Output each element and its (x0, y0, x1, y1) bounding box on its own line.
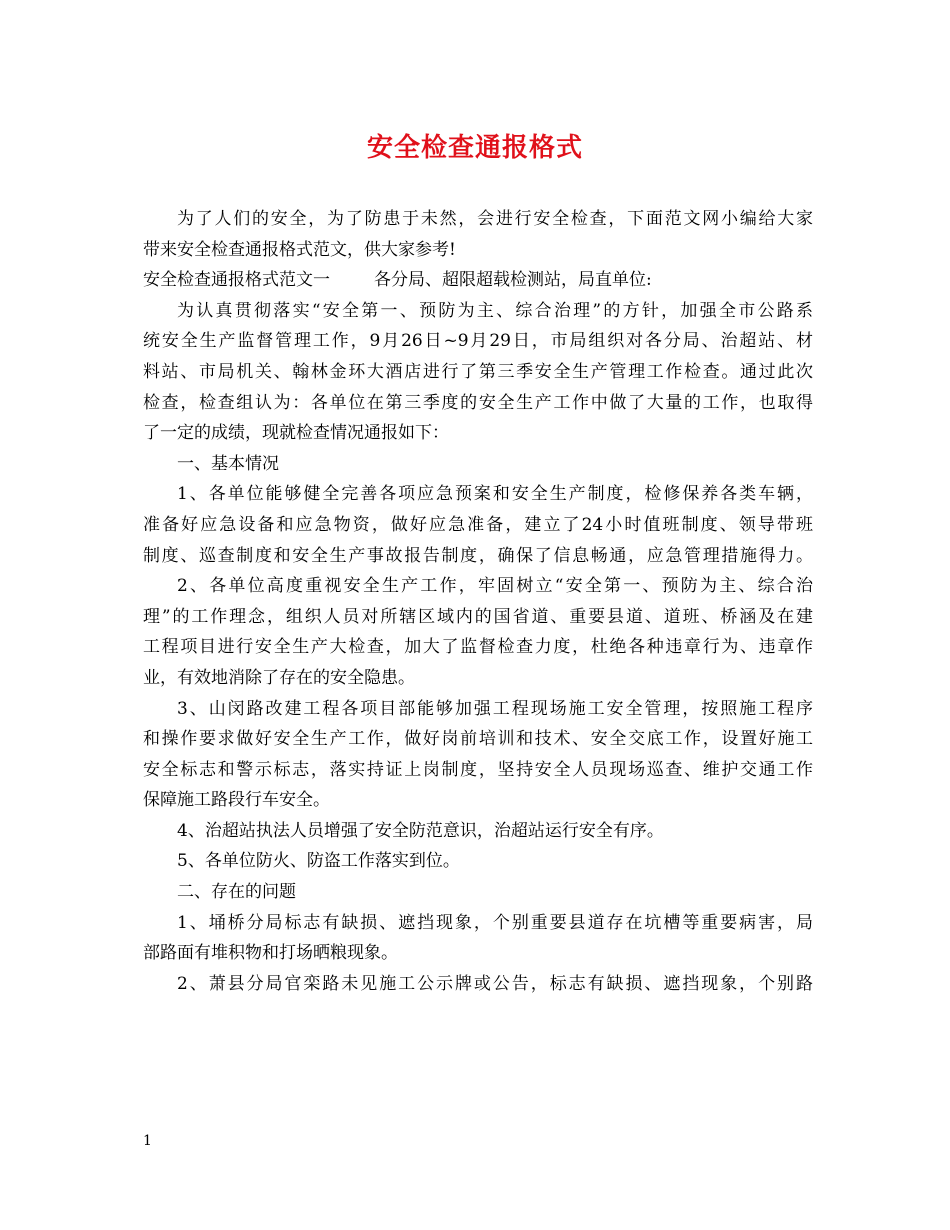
paragraph-line: 1、各单位能够健全完善各项应急预案和安全生产制度，检修保养各类车辆， (177, 484, 813, 505)
paragraph-line: 保障施工路段行车安全。 (143, 790, 330, 811)
paragraph-line: 检查，检查组认为：各单位在第三季度的安全生产工作中做了大量的工作，也取得 (143, 392, 813, 413)
recipient-line: 各分局、超限超载检测站，局直单位: (374, 270, 652, 291)
paragraph-line: 3、山闵路改建工程各项目部能够加强工程现场施工安全管理，按照施工程序 (177, 698, 813, 719)
paragraph-line: 部路面有堆积物和打场晒粮现象。 (143, 943, 398, 964)
paragraph-line: 和操作要求做好安全生产工作，做好岗前培训和技术、安全交底工作，设置好施工 (143, 729, 813, 750)
document-body (143, 204, 813, 999)
paragraph-line: 带来安全检查通报格式范文，供大家参考! (143, 239, 456, 260)
paragraph-line: 料站、市局机关、翰林金环大酒店进行了第三季安全生产管理工作检查。通过此次 (143, 361, 813, 382)
section-heading: 二、存在的问题 (177, 882, 296, 903)
section-heading: 一、基本情况 (177, 453, 279, 474)
page-number: 1 (143, 1133, 152, 1149)
paragraph-line: 1、埇桥分局标志有缺损、遮挡现象，个别重要县道存在坑槽等重要病害，局 (177, 912, 813, 933)
paragraph-line: 5、各单位防火、防盗工作落实到位。 (177, 851, 460, 872)
paragraph-line: 为了人们的安全，为了防患于未然，会进行安全检查，下面范文网小编给大家 (177, 209, 813, 229)
paragraph-line: 2、各单位高度重视安全生产工作，牢固树立“安全第一、预防为主、综合治 (177, 576, 813, 597)
document-title: 安全检查通报格式 (366, 133, 583, 163)
sample-heading: 安全检查通报格式范文一 (143, 270, 330, 291)
paragraph-line: 工程项目进行安全生产大检查，加大了监督检查力度，杜绝各种违章行为、违章作 (143, 637, 813, 658)
heading-line (143, 265, 813, 296)
paragraph-line: 制度、巡查制度和安全生产事故报告制度，确保了信息畅通，应急管理措施得力。 (143, 545, 813, 566)
paragraph-line: 统安全生产监督管理工作，9月26日~9月29日，市局组织对各分局、治超站、材 (143, 331, 813, 352)
paragraph-line: 2、萧县分局官栾路未见施工公示牌或公告，标志有缺损、遮挡现象，个别路 (177, 973, 813, 994)
paragraph-line: 理”的工作理念，组织人员对所辖区域内的国省道、重要县道、道班、桥涵及在建 (143, 606, 813, 627)
paragraph-line: 4、治超站执法人员增强了安全防范意识，治超站运行安全有序。 (177, 820, 664, 841)
paragraph-line: 准备好应急设备和应急物资，做好应急准备，建立了24小时值班制度、领导带班 (143, 514, 813, 535)
paragraph-line: 安全标志和警示标志，落实持证上岗制度，坚持安全人员现场巡查、维护交通工作 (143, 759, 813, 780)
paragraph-line: 业，有效地消除了存在的安全隐患。 (143, 667, 415, 688)
paragraph-line: 了一定的成绩，现就检查情况通报如下： (143, 423, 449, 444)
paragraph-line: 为认真贯彻落实“安全第一、预防为主、综合治理”的方针，加强全市公路系 (177, 300, 813, 321)
